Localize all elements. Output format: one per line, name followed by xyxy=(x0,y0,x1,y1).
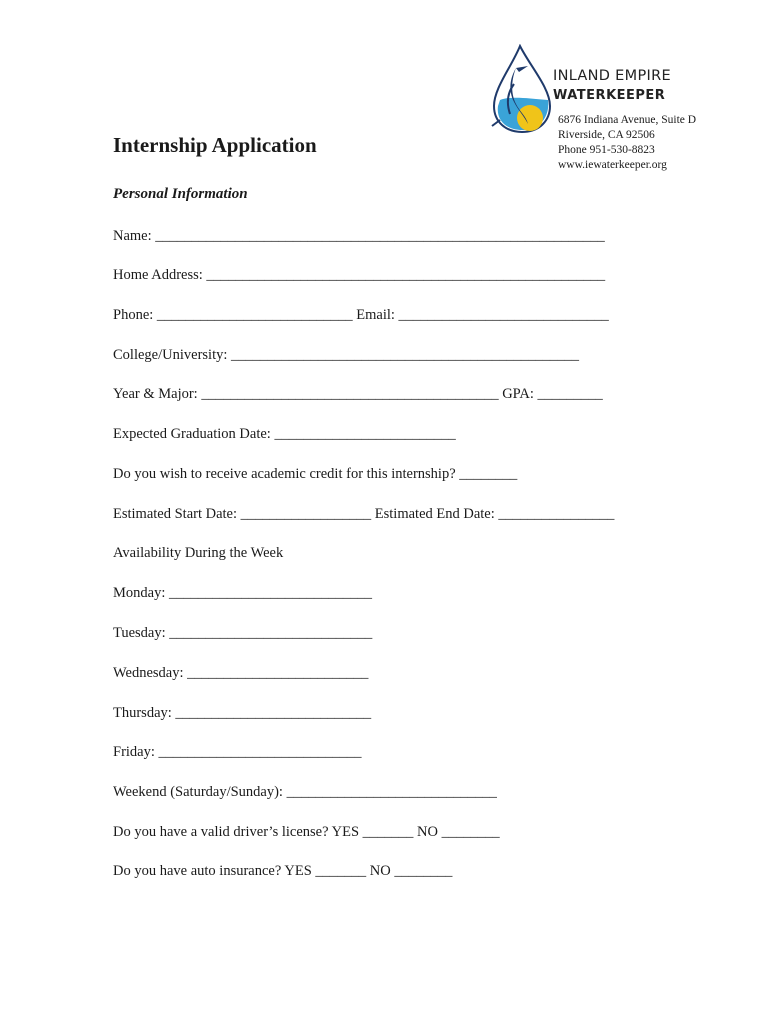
monday-field: Monday: ____________________________ xyxy=(113,585,372,601)
thursday-field: Thursday: ___________________________ xyxy=(113,705,372,721)
heron-water-drop-logo-icon xyxy=(486,44,556,134)
logo-text-line2: WATERKEEPER xyxy=(553,88,666,103)
availability-heading: Availability During the Week xyxy=(113,545,284,561)
address-line: 6876 Indiana Avenue, Suite D xyxy=(558,114,697,126)
auto-insurance-field: Do you have auto insurance? YES _______ NO ________ xyxy=(113,863,453,879)
name-field: Name: ______________________________________________________________ xyxy=(113,228,605,244)
year-major-gpa-field: Year & Major: _________________________________________ GPA: _________ xyxy=(113,386,603,402)
home-address-field: Home Address: _______________________________________________________ xyxy=(113,267,606,283)
start-end-date-field: Estimated Start Date: __________________ Estimated End Date: ________________ xyxy=(113,506,615,522)
tuesday-field: Tuesday: ____________________________ xyxy=(113,625,373,641)
section-heading: Personal Information xyxy=(113,186,248,202)
logo-text-line1: INLAND EMPIRE xyxy=(553,68,671,84)
wednesday-field: Wednesday: _________________________ xyxy=(113,665,369,681)
phone-email-field: Phone: ___________________________ Email: _____________________________ xyxy=(113,307,609,323)
phone-line: Phone 951-530-8823 xyxy=(558,144,655,156)
drivers-license-field: Do you have a valid driver’s license? YES _______ NO ________ xyxy=(113,824,500,840)
college-field: College/University: ________________________________________________ xyxy=(113,347,579,363)
weekend-field: Weekend (Saturday/Sunday): _____________________________ xyxy=(113,784,497,800)
website-line: www.iewaterkeeper.org xyxy=(558,159,667,171)
graduation-date-field: Expected Graduation Date: _________________________ xyxy=(113,426,456,442)
academic-credit-field: Do you wish to receive academic credit for this internship? ________ xyxy=(113,466,518,482)
document-title: Internship Application xyxy=(113,133,317,157)
address-line: Riverside, CA 92506 xyxy=(558,129,655,141)
friday-field: Friday: ____________________________ xyxy=(113,744,362,760)
